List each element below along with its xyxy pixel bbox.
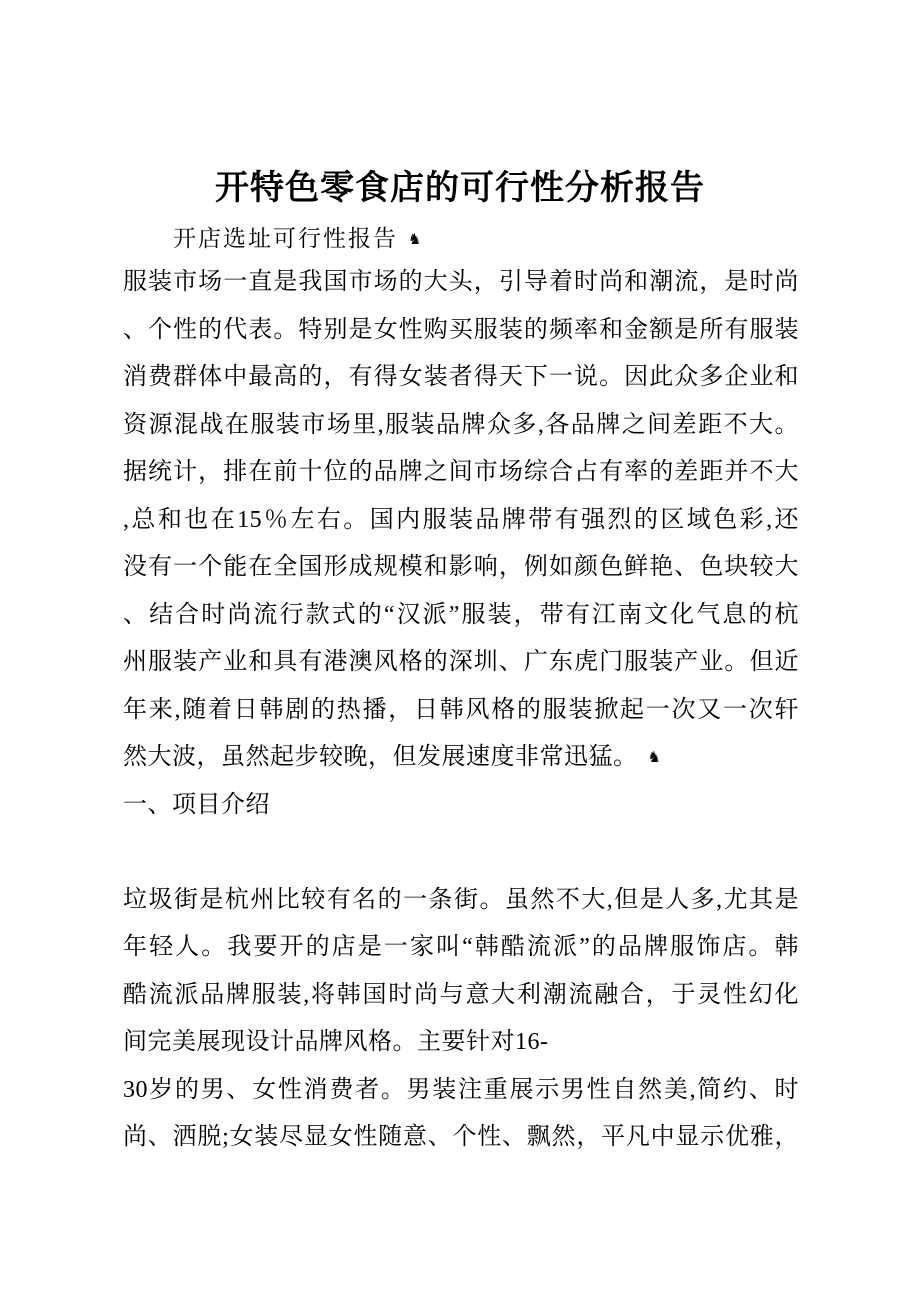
text-line: 、结合时尚流行款式的“汉派”服装，带有江南文化气息的杭 — [123, 601, 799, 628]
text-line: 间完美展现设计品牌风格。主要针对16- — [123, 1029, 549, 1055]
subtitle-text: 开店选址可行性报告 — [173, 226, 398, 251]
text-line: 尚、洒脱;女装尽显女性随意、个性、飘然，平凡中显示优雅， — [123, 1124, 799, 1150]
text-line: 消费群体中最高的，有得女装者得天下一说。因此众多企业和 — [123, 364, 799, 390]
text-line: 30岁的男、女性消费者。男装注重展示男性自然美,简约、时 — [123, 1076, 799, 1103]
text-line: 没有一个能在全国形成规模和影响，例如颜色鲜艳、色块较大 — [123, 554, 799, 580]
text-line: 垃圾街是杭州比较有名的一条街。虽然不大,但是人多,尤其是 — [123, 886, 799, 913]
text-line: ,总和也在15％左右。国内服装品牌带有强烈的区域色彩,还 — [123, 506, 799, 533]
text-line: 、个性的代表。特别是女性购买服装的频率和金额是所有服装 — [123, 316, 799, 343]
text-line: 年来,随着日韩剧的热播，日韩风格的服装掀起一次又一次轩 — [123, 696, 799, 723]
section-heading: 一、项目介绍 — [123, 791, 270, 818]
text-line: 服装市场一直是我国市场的大头，引导着时尚和潮流，是时尚 — [123, 269, 799, 295]
document-lines — [123, 259, 799, 1162]
decorative-glyph: ♞ — [647, 750, 661, 766]
text-line: 据统计，排在前十位的品牌之间市场综合占有率的差距并不大 — [123, 459, 799, 485]
text-line: 州服装产业和具有港澳风格的深圳、广东虎门服装产业。但近 — [123, 649, 799, 675]
document-title: 开特色零食店的可行性分析报告 — [215, 170, 705, 207]
text-line: 资源混战在服装市场里,服装品牌众多,各品牌之间差距不大。 — [123, 411, 799, 438]
text-line: 酷流派品牌服装,将韩国时尚与意大利潮流融合，于灵性幻化 — [123, 981, 799, 1008]
decorative-glyph: ♞ — [408, 232, 422, 248]
blank-line — [123, 829, 799, 877]
text-line: 然大波，虽然起步较晚，但发展速度非常迅猛。 ♞ — [123, 744, 661, 770]
document-subtitle — [123, 223, 799, 256]
text-line: 年轻人。我要开的店是一家叫“韩酷流派”的品牌服饰店。韩 — [123, 934, 799, 960]
